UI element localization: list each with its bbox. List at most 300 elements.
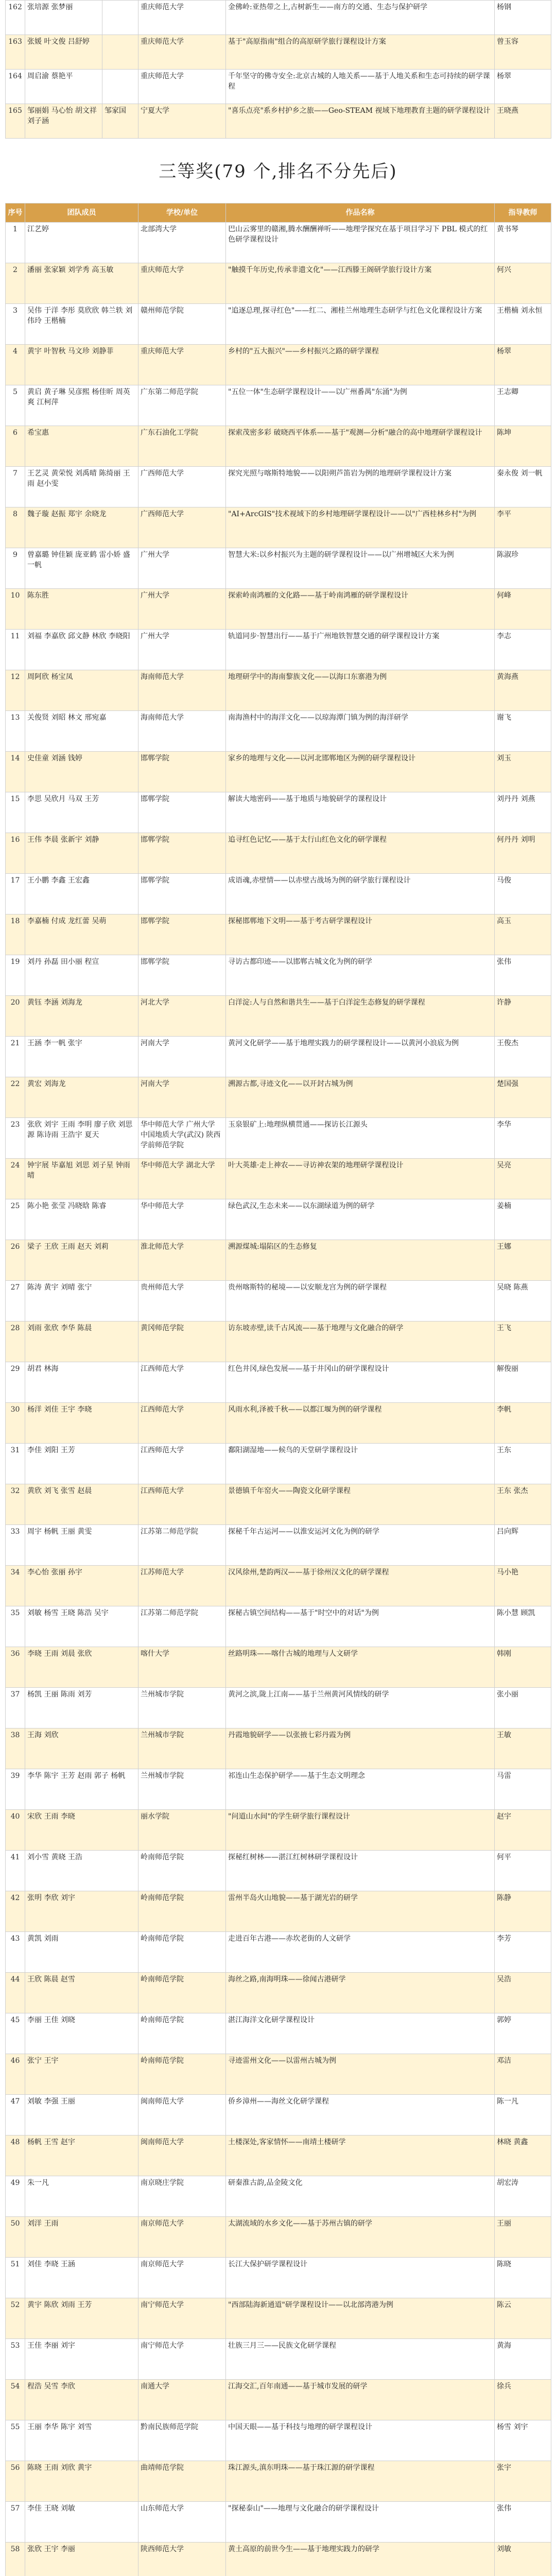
row-school: 曲靖师范学院: [138, 2461, 226, 2502]
row-school: 河南大学: [138, 1037, 226, 1077]
row-title: 寻迹雷州文化——以雷州古城为例: [226, 2054, 495, 2095]
row-number: 6: [6, 426, 25, 467]
row-school: 江西师范大学: [138, 1362, 226, 1403]
row-members: 张欣 王宇 李丽: [25, 2543, 138, 2576]
row-tutor: 赵宇: [495, 1810, 551, 1851]
row-number: 162: [6, 1, 25, 35]
table-row: [6, 1525, 551, 1566]
table-row: [6, 1810, 551, 1851]
table-row: [6, 1159, 551, 1199]
row-school: 邯郸学院: [138, 914, 226, 955]
row-number: 7: [6, 467, 25, 507]
header-school: 学校/单位: [138, 204, 226, 223]
table-row: [6, 2013, 551, 2054]
row-school: 江西师范大学: [138, 1403, 226, 1444]
row-number: 36: [6, 1647, 25, 1688]
row-members: 王涵 李一帆 张宇: [25, 1037, 138, 1077]
table-row: [6, 2176, 551, 2217]
row-title: 叶大英雄·走上神农——寻访神农架的地理研学课程设计: [226, 1159, 495, 1199]
row-members: 潘丽 张家颖 刘学秀 高玉敏: [25, 263, 138, 304]
row-title: 鄱阳湖湿地——候鸟的天堂研学课程设计: [226, 1444, 495, 1484]
row-members: 李嘉楠 付成 龙红蕾 吴萌: [25, 914, 138, 955]
row-members: 胡君 林海: [25, 1362, 138, 1403]
row-title: 玉泉银矿上:地理纵横贯通——探访长江源头: [226, 1118, 495, 1159]
row-title: 南海渔村中的海洋文化——以琼海潭门镇为例的海洋研学: [226, 711, 495, 752]
table-row: [6, 1606, 551, 1647]
row-tutor: 吴浩: [495, 1973, 551, 2013]
row-number: 46: [6, 2054, 25, 2095]
row-number: 29: [6, 1362, 25, 1403]
row-title: 雷州半岛火山地貌——基于湖光岩的研学: [226, 1891, 495, 1932]
row-title: 研秦淮古韵,品金陵文化: [226, 2176, 495, 2217]
table-row: [6, 548, 551, 589]
row-tutor: 何丹丹 刘明: [495, 833, 551, 874]
row-school: 江苏第二师范学院: [138, 1525, 226, 1566]
row-members: 王小鹏 李鑫 王宏鑫: [25, 874, 138, 914]
row-school: 重庆师范大学: [138, 345, 226, 385]
row-number: 3: [6, 304, 25, 345]
table-row: [6, 70, 551, 104]
row-tutor: 张伟: [495, 2502, 551, 2543]
row-number: 21: [6, 1037, 25, 1077]
row-tutor: 刘玉: [495, 752, 551, 792]
row-school: 邯郸学院: [138, 833, 226, 874]
row-number: 22: [6, 1077, 25, 1118]
row-title: 土楼深处,客家情怀——南靖土楼研学: [226, 2136, 495, 2176]
row-members: 王佳 李丽 刘宇: [25, 2339, 138, 2380]
row-number: 12: [6, 670, 25, 711]
row-tutor: 陈坤: [495, 426, 551, 467]
row-title: 溯源煤城:塌陷区的生态修复: [226, 1240, 495, 1281]
row-tutor: 王娜: [495, 1240, 551, 1281]
row-tutor: 张伟: [495, 955, 551, 996]
row-title: 绿色武汉,生态未来——以东湖绿道为例的研学: [226, 1199, 495, 1240]
row-title: 智慧大米:以乡村振兴为主题的研学课程设计——以广州增城区大米为例: [226, 548, 495, 589]
row-title: 探秘古镇空间结构——基于"时空中的对话"为例: [226, 1606, 495, 1647]
row-tutor: 陈晓: [495, 2258, 551, 2298]
row-number: 54: [6, 2380, 25, 2420]
row-title: 汉风徐州,楚韵两汉——基于徐州汉文化的研学课程: [226, 1566, 495, 1606]
row-title: 访东坡赤壁,读千古风流——基于地理与文化融合的研学: [226, 1321, 495, 1362]
row-tutor: 陈一凡: [495, 2095, 551, 2136]
row-school: 广州大学: [138, 548, 226, 589]
row-school: 黄冈师范学院: [138, 1321, 226, 1362]
row-members: 黄凯 刘雨: [25, 1932, 138, 1973]
row-number: 164: [6, 70, 25, 104]
row-school: 海南师范大学: [138, 711, 226, 752]
row-tutor: 韩刚: [495, 1647, 551, 1688]
row-tutor: 李帆: [495, 1403, 551, 1444]
row-school: 黔南民族师范学院: [138, 2420, 226, 2461]
row-title: 丹霞地貌研学——以张掖七彩丹霞为例: [226, 1728, 495, 1769]
table-header-row: [6, 204, 551, 223]
row-tutor: 王敏: [495, 1728, 551, 1769]
row-title: 探索岭南鸿雁的文化路——基于岭南鸿雁的研学课程设计: [226, 589, 495, 630]
row-tutor: 王东 张杰: [495, 1484, 551, 1525]
row-members: 张明 李欣 刘宇: [25, 1891, 138, 1932]
row-title: 解读大地密码——基于地质与地貌研学的课程设计: [226, 792, 495, 833]
row-title: 贵州喀斯特的秘境——以安顺龙宫为例的研学课程: [226, 1281, 495, 1321]
row-number: 51: [6, 2258, 25, 2298]
row-members: 刘福 李嘉欣 邱文静 林欣 李晓阳: [25, 630, 138, 670]
table-row: [6, 1240, 551, 1281]
row-tutor: 王志卿: [495, 385, 551, 426]
row-tutor: 杨钢: [495, 1, 551, 35]
row-number: 28: [6, 1321, 25, 1362]
row-members: 希宝惠: [25, 426, 138, 467]
row-title: 景德镇千年窑火——陶瓷文化研学课程: [226, 1484, 495, 1525]
row-title: 地理研学中的海南黎族文化——以海口东寨港为例: [226, 670, 495, 711]
row-school: 闽南师范大学: [138, 2136, 226, 2176]
row-number: 18: [6, 914, 25, 955]
row-school: 南京晓庄学院: [138, 2176, 226, 2217]
row-school: 山东师范大学: [138, 2502, 226, 2543]
row-school: 南宁师范大学: [138, 2339, 226, 2380]
row-tutor: 刘丹丹 刘燕: [495, 792, 551, 833]
table-row: [6, 467, 551, 507]
row-school: 岭南师范学院: [138, 2013, 226, 2054]
row-school: 广西师范大学: [138, 507, 226, 548]
row-title: 探索茂密多彩 破晓西平体系——基于"观测—分析"融合的高中地理研学课程设计: [226, 426, 495, 467]
row-number: 52: [6, 2298, 25, 2339]
table-row: [6, 507, 551, 548]
row-number: 16: [6, 833, 25, 874]
row-number: 45: [6, 2013, 25, 2054]
table-row: [6, 1973, 551, 2013]
table-row: [6, 1, 551, 35]
row-school: 北部湾大学: [138, 223, 226, 263]
row-members: 王欣 陈晨 赵雪: [25, 1973, 138, 2013]
row-school: 广州大学: [138, 630, 226, 670]
row-number: 53: [6, 2339, 25, 2380]
row-tutor: 徐兵: [495, 2380, 551, 2420]
row-school: 广东石油化工学院: [138, 426, 226, 467]
row-school: 兰州城市学院: [138, 1769, 226, 1810]
row-tutor: 李平: [495, 507, 551, 548]
row-members: 宋欣 王雨 李晓: [25, 1810, 138, 1851]
row-number: 25: [6, 1199, 25, 1240]
row-tutor: 吕向辉: [495, 1525, 551, 1566]
table-row: [6, 792, 551, 833]
row-members: 李华 陈宇 王芳 赵雨 郭子 杨帆: [25, 1769, 138, 1810]
table-row: [6, 426, 551, 467]
row-school: 丽水学院: [138, 1810, 226, 1851]
row-tutor: 吴亮: [495, 1159, 551, 1199]
row-tutor: 解俊丽: [495, 1362, 551, 1403]
row-tutor: 王东: [495, 1444, 551, 1484]
row-school: 广西师范大学: [138, 467, 226, 507]
row-tutor: 吴晓 陈燕: [495, 1281, 551, 1321]
row-title: 轨道同步·智慧出行——基于广州地铁智慧交通的研学课程设计方案: [226, 630, 495, 670]
row-tutor: 李芳: [495, 1932, 551, 1973]
award-table-body: [6, 223, 551, 2576]
row-title: 黄河之滨,陇上江南——基于兰州黄河风情线的研学: [226, 1688, 495, 1728]
row-school: 南京师范大学: [138, 2217, 226, 2258]
row-title: "探秘泰山"——地理与文化融合的研学课程设计: [226, 2502, 495, 2543]
table-row: [6, 1728, 551, 1769]
row-members: 邹丽娟 马心怡 胡文祥 刘子涵: [25, 104, 102, 139]
row-members: 黄钰 李涵 刘海龙: [25, 996, 138, 1037]
row-school: 广东第二师范学院: [138, 385, 226, 426]
row-tutor: 李志: [495, 630, 551, 670]
header-title: 作品名称: [226, 204, 495, 223]
row-number: 38: [6, 1728, 25, 1769]
row-members: 王艺灵 黄荣悦 刘禹晴 陈绮丽 王雨 赵小雯: [25, 467, 138, 507]
row-number: 20: [6, 996, 25, 1037]
row-tutor: 姜楠: [495, 1199, 551, 1240]
award-table: [5, 203, 551, 2576]
table-row: [6, 345, 551, 385]
row-school: 兰州城市学院: [138, 1688, 226, 1728]
table-row: [6, 1403, 551, 1444]
table-row: [6, 2380, 551, 2420]
row-school: 重庆师范大学: [138, 35, 226, 70]
row-number: 163: [6, 35, 25, 70]
table-row: [6, 833, 551, 874]
row-tutor: 许静: [495, 996, 551, 1037]
table-row: [6, 1118, 551, 1159]
table-row: [6, 955, 551, 996]
row-tutor: 陈静: [495, 1891, 551, 1932]
table-row: [6, 2502, 551, 2543]
row-number: 17: [6, 874, 25, 914]
table-row: [6, 2420, 551, 2461]
row-members: 陈晓 王雨 刘欣 黄宇: [25, 2461, 138, 2502]
row-school: 邯郸学院: [138, 752, 226, 792]
row-members: 周宇 杨帆 王丽 黄雯: [25, 1525, 138, 1566]
row-number: 2: [6, 263, 25, 304]
row-title: 探究光照与喀斯特地貌——以阳朔芦笛岩为例的地理研学课程设计方案: [226, 467, 495, 507]
row-title: 湛江海洋文化研学课程设计: [226, 2013, 495, 2054]
row-number: 13: [6, 711, 25, 752]
row-title: 探秘邯郸地下文明——基于考古研学课程设计: [226, 914, 495, 955]
row-members: 黄宏 刘海龙: [25, 1077, 138, 1118]
row-title: 丝路明珠——喀什古城的地理与人文研学: [226, 1647, 495, 1688]
row-school: 华中师范大学: [138, 1199, 226, 1240]
row-members: 关俊贤 刘昭 林文 邢宛嘉: [25, 711, 138, 752]
row-advisor: [102, 1, 138, 35]
row-number: 35: [6, 1606, 25, 1647]
row-tutor: 王俊杰: [495, 1037, 551, 1077]
row-members: 朱一凡: [25, 2176, 138, 2217]
row-tutor: 杨翠: [495, 345, 551, 385]
row-school: 重庆师范大学: [138, 70, 226, 104]
table-row: [6, 670, 551, 711]
row-number: 50: [6, 2217, 25, 2258]
row-tutor: 陈小慧 顾凯: [495, 1606, 551, 1647]
table-row: [6, 1444, 551, 1484]
table-row: [6, 2298, 551, 2339]
row-number: 48: [6, 2136, 25, 2176]
row-number: 58: [6, 2543, 25, 2576]
row-tutor: 杨雪 刘宇: [495, 2420, 551, 2461]
row-members: 刘佳 李晓 王涵: [25, 2258, 138, 2298]
table-row: [6, 35, 551, 70]
row-number: 43: [6, 1932, 25, 1973]
row-members: 刘敏 杨雪 王晓 陈浩 吴宇: [25, 1606, 138, 1647]
row-number: 57: [6, 2502, 25, 2543]
row-tutor: 林晓 黄鑫: [495, 2136, 551, 2176]
row-title: 风雨水利,泽被千秋——以都江堰为例的研学课程: [226, 1403, 495, 1444]
row-members: 杨洋 刘佳 王宇 李晓: [25, 1403, 138, 1444]
row-tutor: 秦永俊 刘一帆: [495, 467, 551, 507]
table-row: [6, 2339, 551, 2380]
row-school: 邯郸学院: [138, 874, 226, 914]
row-number: 44: [6, 1973, 25, 2013]
table-row: [6, 1769, 551, 1810]
row-tutor: 郭婷: [495, 2013, 551, 2054]
row-members: 钟宇展 毕嘉旭 刘思 刘子星 钟雨晴: [25, 1159, 138, 1199]
row-number: 14: [6, 752, 25, 792]
row-school: 重庆师范大学: [138, 263, 226, 304]
row-title: 千年坚守的佛寺安全:北京古城的人地关系——基于人地关系和生态可持续的研学课程: [226, 70, 495, 104]
table-row: [6, 2217, 551, 2258]
row-members: 王伟 李晨 张新宇 刘静: [25, 833, 138, 874]
row-title: 追寻红色记忆——基于太行山红色文化的研学课程: [226, 833, 495, 874]
table-row: [6, 1688, 551, 1728]
row-title: 海丝之路,南海明珠——徐闻古港研学: [226, 1973, 495, 2013]
table-row: [6, 914, 551, 955]
table-row: [6, 1037, 551, 1077]
row-tutor: 黄海: [495, 2339, 551, 2380]
row-school: 华中师范大学 湖北大学: [138, 1159, 226, 1199]
row-members: 刘敏 李强 王丽: [25, 2095, 138, 2136]
row-members: 李心怡 张丽 孙宇: [25, 1566, 138, 1606]
row-title: "问道山水间"的学生研学旅行课程设计: [226, 1810, 495, 1851]
row-title: 壮族三月三——民族文化研学课程: [226, 2339, 495, 2380]
row-members: 黄启 黄子琳 吴彦熙 杨佳昕 周英爽 江柯萍: [25, 385, 138, 426]
row-title: 长江大保护研学课程设计: [226, 2258, 495, 2298]
row-school: 赣州师范学院: [138, 304, 226, 345]
row-school: 江苏第二师范学院: [138, 1606, 226, 1647]
row-school: 兰州城市学院: [138, 1728, 226, 1769]
table-row: [6, 1281, 551, 1321]
row-number: 165: [6, 104, 25, 139]
table-row: [6, 1566, 551, 1606]
row-number: 15: [6, 792, 25, 833]
table-row: [6, 2095, 551, 2136]
header-tutor: 指导教师: [495, 204, 551, 223]
row-school: 江西师范大学: [138, 1484, 226, 1525]
row-number: 49: [6, 2176, 25, 2217]
top-table-section: [0, 0, 556, 136]
row-school: 岭南师范学院: [138, 1973, 226, 2013]
row-title: "追逐总理,探寻红色"——红二、湘桂兰州地理生态研学与红色文化课程设计方案: [226, 304, 495, 345]
row-members: 李晓 王雨 刘晨 张欣: [25, 1647, 138, 1688]
row-members: 刘雨 张欣 李华 陈晨: [25, 1321, 138, 1362]
table-row: [6, 2258, 551, 2298]
row-number: 47: [6, 2095, 25, 2136]
table-row: [6, 589, 551, 630]
table-row: [6, 2543, 551, 2576]
row-school: 广州大学: [138, 589, 226, 630]
row-school: 华中师范大学 广州大学 中国地质大学(武汉) 陕西学前师范学院: [138, 1118, 226, 1159]
row-members: 杨帆 王雪 赵宇: [25, 2136, 138, 2176]
row-members: 陈小艳 张莹 冯晓晗 陈睿: [25, 1199, 138, 1240]
row-members: 刘小雪 黄晓 王浩: [25, 1851, 138, 1891]
row-number: 5: [6, 385, 25, 426]
row-title: "触摸千年历史,传承非遗文化"——江西滕王阁研学旅行设计方案: [226, 263, 495, 304]
row-title: 探秘千年古运河——以淮安运河文化为例的研学: [226, 1525, 495, 1566]
section-title: 三等奖(79 个,排名不分先后): [159, 161, 397, 182]
row-members: 魏子璇 赵振 郑宇 余晓龙: [25, 507, 138, 548]
row-tutor: 王楷楠 刘永恒: [495, 304, 551, 345]
row-school: 江苏师范大学: [138, 1566, 226, 1606]
row-title: 寻访古都印迹——以邯郸古城文化为例的研学: [226, 955, 495, 996]
table-row: [6, 1321, 551, 1362]
row-school: 岭南师范学院: [138, 1932, 226, 1973]
row-tutor: 高玉: [495, 914, 551, 955]
row-number: 41: [6, 1851, 25, 1891]
row-tutor: 李华: [495, 1118, 551, 1159]
row-title: 江海交汇,百年南通——基于城市发展的研学: [226, 2380, 495, 2420]
row-school: 河北大学: [138, 996, 226, 1037]
row-school: 河南大学: [138, 1077, 226, 1118]
row-title: "五位一体"生态研学课程设计——以广州番禺"东涌"为例: [226, 385, 495, 426]
table-row: [6, 385, 551, 426]
row-title: 黄土高原的前世今生——基于地理实践力的研学: [226, 2543, 495, 2576]
row-members: 李思 吴欣月 马双 王芳: [25, 792, 138, 833]
row-title: 太湖流域的水乡文化——基于苏州古镇的研学: [226, 2217, 495, 2258]
table-row: [6, 2461, 551, 2502]
row-number: 40: [6, 1810, 25, 1851]
row-title: 白洋淀:人与自然和谐共生——基于白洋淀生态修复的研学课程: [226, 996, 495, 1037]
row-title: 珠江源头,滇东明珠——基于珠江源的研学课程: [226, 2461, 495, 2502]
row-school: 闽南师范大学: [138, 2095, 226, 2136]
table-row: [6, 1932, 551, 1973]
row-tutor: 王丽: [495, 2217, 551, 2258]
row-tutor: 黄书琴: [495, 223, 551, 263]
row-number: 34: [6, 1566, 25, 1606]
row-members: 陈东胜: [25, 589, 138, 630]
row-number: 23: [6, 1118, 25, 1159]
row-number: 26: [6, 1240, 25, 1281]
row-number: 9: [6, 548, 25, 589]
row-tutor: 马小艳: [495, 1566, 551, 1606]
row-members: 杨凯 王丽 陈雨 刘芳: [25, 1688, 138, 1728]
row-members: 曾嘉璐 钟佳颖 庞亚鹤 雷小娇 盛一帆: [25, 548, 138, 589]
row-members: 梁子 王欣 王雨 赵天 刘莉: [25, 1240, 138, 1281]
row-members: 李佳 王晓 刘敏: [25, 2502, 138, 2543]
row-members: 刘丹 孙磊 田小丽 程宣: [25, 955, 138, 996]
table-row: [6, 711, 551, 752]
row-members: 江艺婷: [25, 223, 138, 263]
row-title: 成语魂,赤壁情——以赤壁古战场为例的研学旅行课程设计: [226, 874, 495, 914]
row-tutor: 黄海燕: [495, 670, 551, 711]
table-row: [6, 1891, 551, 1932]
row-number: 27: [6, 1281, 25, 1321]
table-row: [6, 263, 551, 304]
table-row: [6, 2136, 551, 2176]
header-no: 序号: [6, 204, 25, 223]
row-title: 家乡的地理与文化——以河北邯郸地区为例的研学课程设计: [226, 752, 495, 792]
row-number: 1: [6, 223, 25, 263]
row-members: 黄宇 叶智秋 马文珍 刘静菲: [25, 345, 138, 385]
row-school: 淮北师范大学: [138, 1240, 226, 1281]
row-title: "喜乐点亮"系乡村护乡之旅——Geo-STEAM 视域下地理教育主题的研学课程设计: [226, 104, 495, 139]
row-members: 李佳 刘阳 王芳: [25, 1444, 138, 1484]
table-row: [6, 1199, 551, 1240]
row-tutor: 王飞: [495, 1321, 551, 1362]
row-school: 南京师范大学: [138, 2258, 226, 2298]
row-advisor: 邹家国: [102, 104, 138, 139]
row-tutor: 刘敏: [495, 2543, 551, 2576]
row-title: "西部陆海新通道"研学课程设计——以北部湾港为例: [226, 2298, 495, 2339]
row-members: 周阿欣 杨宝凤: [25, 670, 138, 711]
row-tutor: 陈云: [495, 2298, 551, 2339]
row-school: 宁夏大学: [138, 104, 226, 139]
row-school: 重庆师范大学: [138, 1, 226, 35]
